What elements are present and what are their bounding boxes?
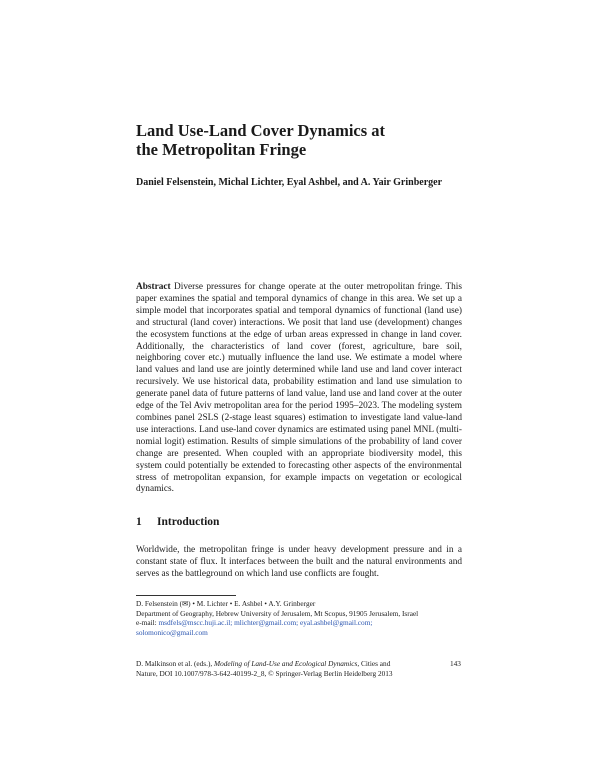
introduction-paragraph: Worldwide, the metropolitan fringe is under heavy development pressure and in a constant state of flux. It interfaces between the built and the natural environments and serves as the battleground on which land use conflicts are fought. bbox=[136, 545, 462, 579]
author-footnote bbox=[136, 599, 462, 637]
title-line-2: the Metropolitan Fringe bbox=[136, 140, 307, 159]
title-line-1: Land Use-Land Cover Dynamics at bbox=[136, 121, 386, 140]
abstract-label: Abstract bbox=[136, 282, 171, 292]
email-link[interactable]: eyal.ashbel@gmail.com; bbox=[300, 618, 373, 628]
footnote-names: D. Felsenstein (✉) • M. Lichter • E. Ashbel • A.Y. Grinberger bbox=[136, 599, 316, 608]
abstract-text: Diverse pressures for change operate at the outer metropolitan fringe. This paper examines the spatial and temporal dynamics of change in this area. We set up a simple model that incorporates spatial and temporal dynamics of functional (land use) and structural (land cover) interactions. We posit that land use (development) changes the ecosystem functions at the edge of urban areas expressed in change in land cover. Additionally, the characteristics of land cover (forest, agriculture, bare soil, neighboring cover etc.) mutually influence the land use. We estimate a model where land values and land use are jointly determined while land use and land cover interact recursively. We use historical data, probability estimation and land use simulation to generate panel data of future patterns of land value, land use and land cover at the outer edge of the Tel Aviv metropolitan area for the period 1995–2023. The modeling system combines panel 2SLS (2-stage least squares) estimation to investigate land value-land use interactions. Land use-land cover dynamics are estimated using panel MNL (multi-nomial logit) estimation. Results of simple simulations of the probability of land cover change are presented. When coupled with an appropriate biodiversity model, this system could potentially be extended to forecasting other aspects of the environmental stress of metropolitan expansion, for example impacts on vegetation or ecological dynamics. bbox=[136, 282, 462, 495]
citation-line-1 bbox=[136, 659, 462, 669]
email-label: e-mail: bbox=[136, 618, 157, 628]
footnote-emails-cont bbox=[136, 628, 462, 638]
footnote-emails bbox=[136, 618, 462, 628]
page-number: 143 bbox=[450, 659, 461, 668]
paper-title bbox=[136, 121, 466, 159]
citation-editors: D. Malkinson et al. (eds.), bbox=[136, 659, 213, 668]
section-heading-introduction bbox=[136, 516, 462, 528]
citation-series: , Cities and bbox=[357, 659, 391, 668]
section-number: 1 bbox=[136, 516, 142, 528]
author-list: Daniel Felsenstein, Michal Lichter, Eyal Ashbel, and A. Yair Grinberger bbox=[136, 177, 443, 188]
section-title: Introduction bbox=[157, 516, 220, 528]
footnote-divider bbox=[136, 595, 236, 596]
email-link[interactable]: mlichter@gmail.com; bbox=[234, 618, 299, 628]
footnote-affiliation: Department of Geography, Hebrew University of Jerusalem, Mt Scopus, 91905 Jerusalem, Israel bbox=[136, 608, 419, 618]
citation-line-2: Nature, DOI 10.1007/978-3-642-40199-2_8, © Springer-Verlag Berlin Heidelberg 2013 bbox=[136, 668, 393, 678]
citation-footer bbox=[136, 659, 462, 678]
email-link[interactable]: msdfels@mscc.huji.ac.il; bbox=[158, 618, 233, 628]
abstract bbox=[136, 282, 462, 496]
citation-book-title: Modeling of Land-Use and Ecological Dynamics bbox=[214, 659, 358, 668]
email-link[interactable]: solomonico@gmail.com bbox=[136, 627, 208, 637]
